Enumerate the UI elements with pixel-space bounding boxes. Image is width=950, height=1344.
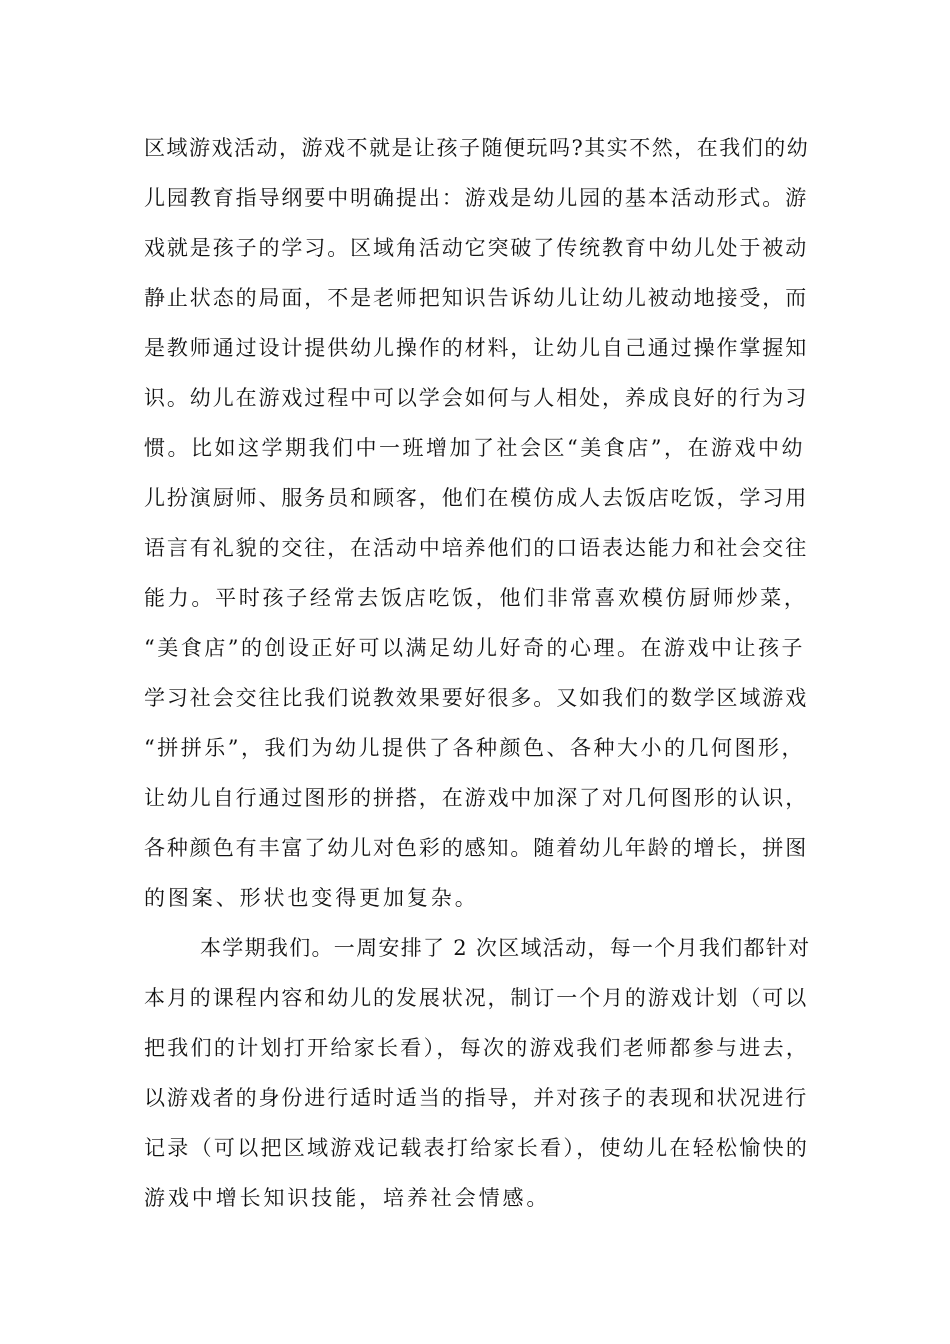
text-line: 本月的课程内容和幼儿的发展状况，制订一个月的游戏计划（可以 bbox=[144, 986, 809, 1010]
text-line: 把我们的计划打开给家长看），每次的游戏我们老师都参与进去， bbox=[144, 1036, 810, 1060]
text-line: 戏就是孩子的学习。区域角活动它突破了传统教育中幼儿处于被动 bbox=[144, 236, 809, 260]
text-line: 以游戏者的身份进行适时适当的指导，并对孩子的表现和状况进行 bbox=[144, 1086, 809, 1110]
text-line: 惯。比如这学期我们中一班增加了社会区“美食店”，在游戏中幼 bbox=[144, 436, 805, 460]
text-line: 儿扮演厨师、服务员和顾客，他们在模仿成人去饭店吃饭，学习用 bbox=[144, 486, 809, 510]
text-line: 儿园教育指导纲要中明确提出：游戏是幼儿园的基本活动形式。游 bbox=[144, 186, 809, 210]
text-line: 识。幼儿在游戏过程中可以学会如何与人相处，养成良好的行为习 bbox=[144, 386, 809, 410]
text-line: 能力。平时孩子经常去饭店吃饭，他们非常喜欢模仿厨师炒菜， bbox=[144, 586, 808, 610]
text-line: 静止状态的局面，不是老师把知识告诉幼儿让幼儿被动地接受，而 bbox=[144, 286, 809, 310]
text-line: “拼拼乐”，我们为幼儿提供了各种颜色、各种大小的几何图形， bbox=[144, 736, 805, 760]
text-line: 记录（可以把区域游戏记载表打给家长看），使幼儿在轻松愉快的 bbox=[144, 1136, 810, 1160]
text-line: 让幼儿自行通过图形的拼搭，在游戏中加深了对几何图形的认识， bbox=[144, 786, 809, 810]
text-line: 各种颜色有丰富了幼儿对色彩的感知。随着幼儿年龄的增长，拼图 bbox=[144, 836, 809, 860]
text-line: “美食店”的创设正好可以满足幼儿好奇的心理。在游戏中让孩子 bbox=[144, 636, 805, 660]
paragraph-first-line: 本学期我们。一周安排了 2 次区域活动，每一个月我们都针对 bbox=[200, 936, 811, 960]
text-line: 的图案、形状也变得更加复杂。 bbox=[144, 886, 479, 910]
text-line: 语言有礼貌的交往，在活动中培养他们的口语表达能力和社会交往 bbox=[144, 536, 809, 560]
text-line: 游戏中增长知识技能，培养社会情感。 bbox=[144, 1186, 551, 1210]
text-line: 是教师通过设计提供幼儿操作的材料，让幼儿自己通过操作掌握知 bbox=[144, 336, 809, 360]
text-line: 学习社会交往比我们说教效果要好很多。又如我们的数学区域游戏 bbox=[144, 686, 809, 710]
text-line: 区域游戏活动，游戏不就是让孩子随便玩吗?其实不然，在我们的幼 bbox=[144, 136, 810, 160]
